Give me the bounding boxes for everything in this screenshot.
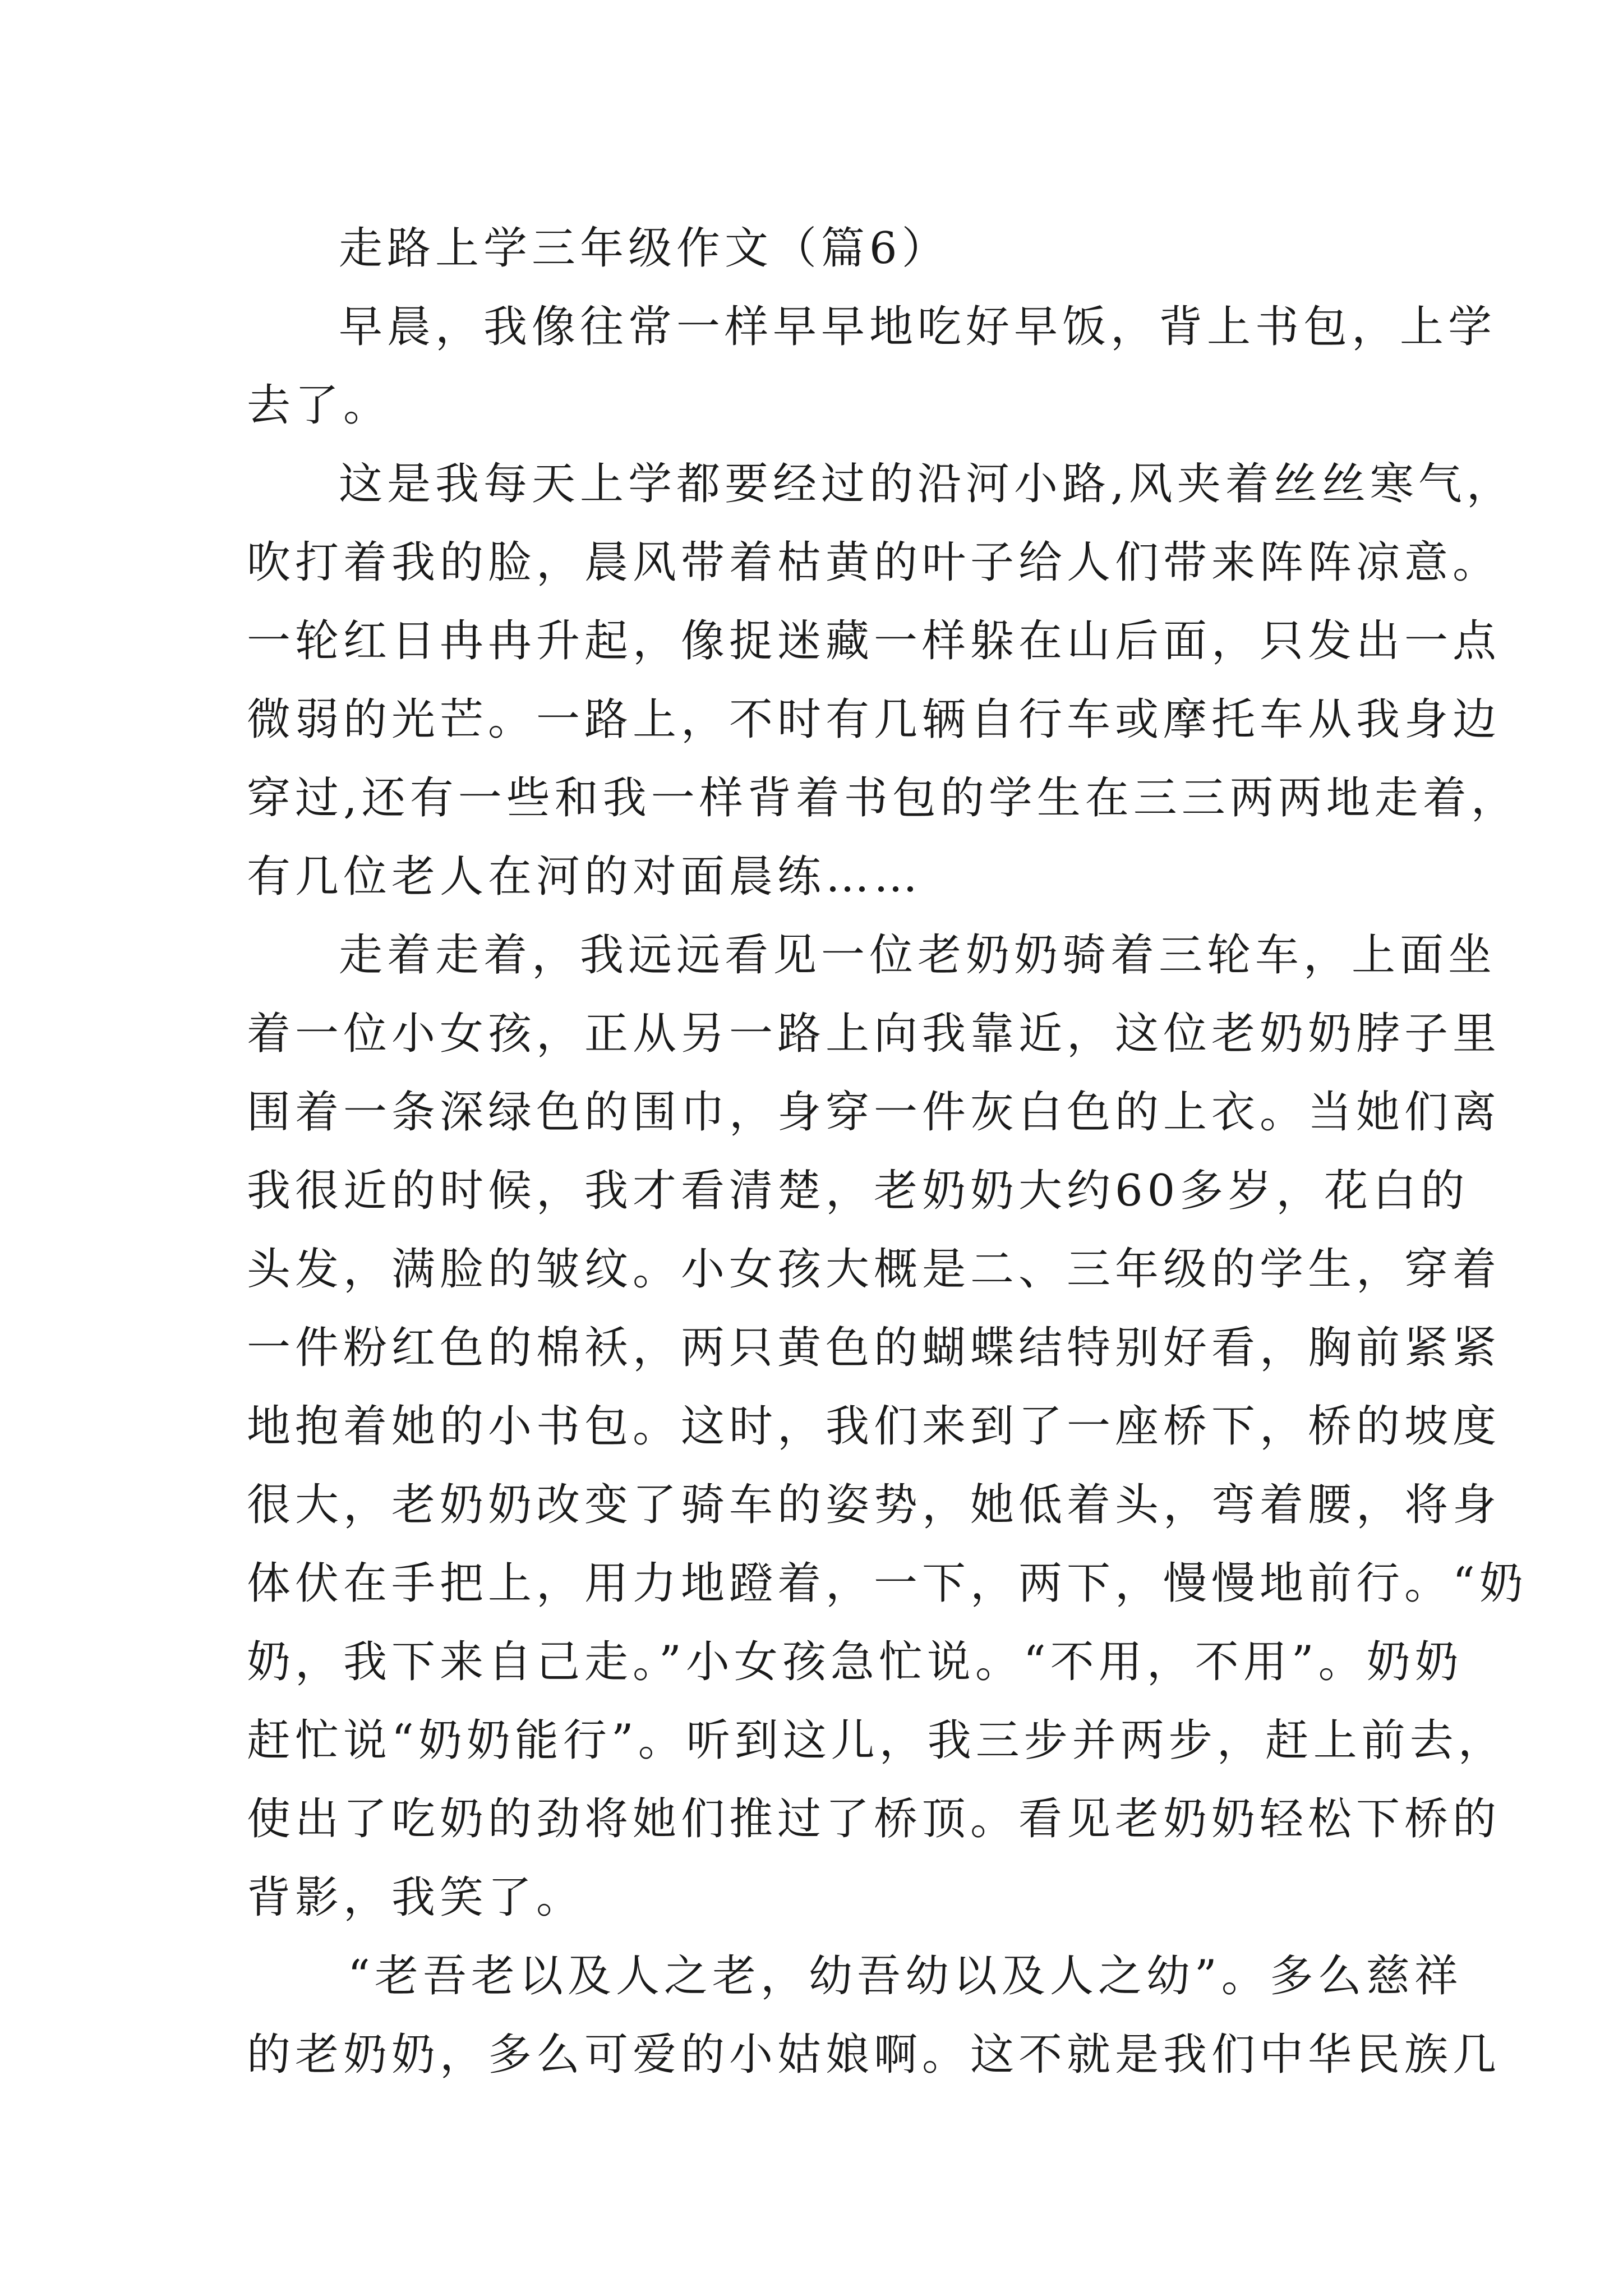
document-title: 走路上学三年级作文（篇6） (339, 223, 950, 274)
paragraph-2-line-1: 这是我每天上学都要经过的沿河小路,风夹着丝丝寒气， (339, 459, 1515, 509)
paragraph-3-line-2: 着一位小女孩，正从另一路上向我靠近，这位老奶奶脖子里 (247, 1009, 1501, 1059)
paragraph-3-line-4: 我很近的时候，我才看清楚，老奶奶大约60多岁，花白的 (247, 1166, 1469, 1216)
paragraph-1-line-2: 去了。 (247, 380, 392, 431)
paragraph-2-line-6: 有几位老人在河的对面晨练…… (247, 852, 923, 902)
paragraph-2-line-2: 吹打着我的脸，晨风带着枯黄的叶子给人们带来阵阵凉意。 (247, 537, 1501, 588)
paragraph-2-line-3: 一轮红日冉冉升起，像捉迷藏一样躲在山后面，只发出一点 (247, 616, 1501, 666)
paragraph-4-line-2: 的老奶奶，多么可爱的小姑娘啊。这不就是我们中华民族几 (247, 2030, 1501, 2080)
paragraph-2-line-4: 微弱的光芒。一路上，不时有几辆自行车或摩托车从我身边 (247, 694, 1501, 745)
paragraph-3-line-12: 使出了吃奶的劲将她们推过了桥顶。看见老奶奶轻松下桥的 (247, 1794, 1501, 1844)
paragraph-3-line-6: 一件粉红色的棉袄，两只黄色的蝴蝶结特别好看，胸前紧紧 (247, 1323, 1501, 1373)
paragraph-1-line-1: 早晨，我像往常一样早早地吃好早饭，背上书包，上学 (339, 302, 1497, 352)
paragraph-3-line-7: 地抱着她的小书包。这时，我们来到了一座桥下，桥的坡度 (247, 1401, 1501, 1452)
paragraph-3-line-8: 很大，老奶奶改变了骑车的姿势，她低着头，弯着腰，将身 (247, 1480, 1501, 1530)
paragraph-3-line-11: 赶忙说“奶奶能行”。听到这儿，我三步并两步，赶上前去， (247, 1715, 1506, 1766)
paragraph-3-line-9: 体伏在手把上，用力地蹬着，一下，两下，慢慢地前行。“奶 (247, 1558, 1528, 1609)
paragraph-3-line-3: 围着一条深绿色的围巾，身穿一件灰白色的上衣。当她们离 (247, 1087, 1501, 1138)
paragraph-3-line-13: 背影，我笑了。 (247, 1872, 585, 1923)
paragraph-3-line-5: 头发，满脸的皱纹。小女孩大概是二、三年级的学生，穿着 (247, 1244, 1501, 1295)
paragraph-3-line-1: 走着走着，我远远看见一位老奶奶骑着三轮车，上面坐 (339, 930, 1497, 981)
paragraph-4-line-1: “老吾老以及人之老，幼吾幼以及人之幼”。多么慈祥 (348, 1951, 1463, 2001)
paragraph-3-line-10: 奶，我下来自己走。”小女孩急忙说。“不用，不用”。奶奶 (247, 1637, 1463, 1687)
paragraph-2-line-5: 穿过,还有一些和我一样背着书包的学生在三三两两地走着， (247, 773, 1519, 823)
